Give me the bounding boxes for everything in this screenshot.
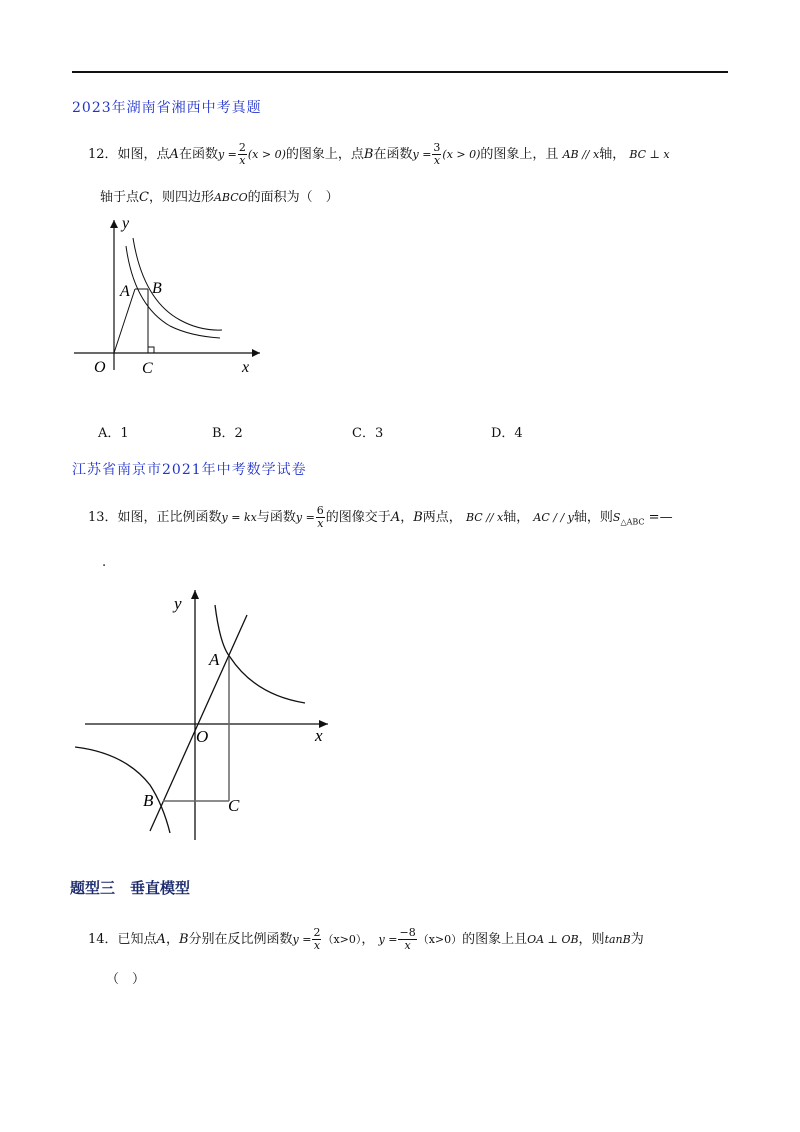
numerator: 3	[433, 141, 441, 154]
quadrilateral-name: ABCO	[213, 191, 248, 204]
q13-text: ，	[400, 510, 414, 525]
q13-number: 13．如图，正比例函数	[88, 510, 222, 525]
q14-text: 分别在反比例函数	[188, 932, 293, 947]
label-C: C	[228, 796, 240, 815]
label-x: x	[315, 726, 323, 745]
hyperbola-third-quadrant	[75, 747, 170, 833]
q12-text: 的图象上，且	[480, 147, 559, 162]
label-C: C	[142, 360, 153, 377]
answer-blank: =—	[644, 510, 673, 525]
label-O: O	[94, 359, 106, 376]
fraction-2-over-x	[312, 927, 321, 952]
question-12-line2	[100, 188, 339, 208]
source-heading-2021: 江苏省南京市2021年中考数学试卷	[72, 462, 307, 478]
question-13-dot: .	[102, 555, 107, 570]
numerator: 2	[238, 141, 246, 154]
q14-text: 为	[630, 932, 644, 947]
domain-condition: （x>0）	[322, 933, 362, 946]
domain-condition: （x>0）	[417, 933, 463, 946]
fraction-neg8-over-x	[398, 927, 416, 952]
denominator: x	[239, 154, 246, 167]
q12-text: 轴，	[599, 147, 626, 162]
func-kx: y = kx	[221, 511, 257, 524]
numerator: 6	[316, 504, 324, 517]
point-B: B	[178, 932, 189, 947]
func-lhs: y =	[295, 511, 315, 524]
q13-text: 与函数	[256, 510, 296, 525]
q14-number: 14．已知点	[88, 932, 157, 947]
question-13-line1	[88, 505, 673, 533]
condition-ab-parallel: AB // x	[562, 148, 600, 161]
point-B: B	[363, 147, 374, 162]
q13-text: 轴，	[503, 510, 530, 525]
q12-text: 的图象上，点	[285, 147, 364, 162]
question-14-answer-paren: （ ）	[106, 972, 146, 987]
q14-text: ，	[361, 932, 375, 947]
q14-text: 的图象上且	[462, 932, 528, 947]
q12-text: 在函数	[373, 147, 413, 162]
y-arrow-icon	[110, 220, 118, 228]
denominator: x	[317, 517, 324, 530]
fraction-2-over-x	[238, 142, 247, 167]
label-O: O	[196, 727, 209, 746]
q14-text: ，	[165, 932, 179, 947]
question-12-line1	[88, 142, 670, 167]
question-14-line1	[88, 927, 644, 952]
label-x: x	[242, 359, 250, 376]
area-symbol: S	[612, 511, 621, 524]
condition-perpendicular: OA ⊥ OB	[527, 933, 579, 946]
option-C[interactable]: C．3	[352, 426, 384, 441]
tan-B: tanB	[604, 933, 631, 946]
y-arrow-icon	[191, 590, 199, 599]
curve-3-over-x	[133, 238, 222, 330]
area-subscript: △ABC	[620, 517, 645, 527]
point-B: B	[413, 510, 423, 525]
numerator: 2	[313, 926, 321, 939]
condition-ac-parallel: AC / / y	[533, 511, 574, 524]
point-A: A	[169, 147, 179, 162]
domain-condition: (x > 0)	[442, 148, 481, 161]
condition-bc-parallel: BC // x	[465, 511, 504, 524]
denominator: x	[433, 154, 441, 167]
figure-12	[60, 210, 280, 385]
q12-text: 轴于点	[100, 190, 140, 205]
point-C: C	[139, 190, 149, 205]
fraction-3-over-x	[432, 142, 441, 167]
curve-2-over-x	[126, 246, 220, 338]
option-B[interactable]: B．2	[212, 426, 243, 441]
label-y: y	[122, 215, 130, 232]
source-heading-2023: 2023年湖南省湘西中考真题	[72, 100, 262, 116]
point-A: A	[390, 510, 401, 525]
func-lhs: y =	[217, 148, 237, 161]
q13-text: 轴，则	[573, 510, 613, 525]
q12-text: 在函数	[178, 147, 218, 162]
q13-text: 两点，	[422, 510, 462, 525]
q12-text: 的面积为（ ）	[247, 190, 339, 205]
q12-text: ，则四边形	[148, 190, 214, 205]
func-lhs: y =	[378, 933, 398, 946]
label-B: B	[152, 280, 162, 297]
label-A: A	[209, 650, 220, 669]
option-D[interactable]: D．4	[491, 426, 523, 441]
section-heading: 题型三 垂直模型	[70, 879, 191, 897]
option-A[interactable]: A．1	[98, 426, 129, 441]
func-lhs: y =	[412, 148, 432, 161]
x-arrow-icon	[252, 349, 260, 357]
q12-number: 12．如图，点	[88, 147, 170, 162]
numerator: −8	[399, 926, 416, 939]
right-angle-mark	[148, 347, 154, 353]
condition-bc-perp: BC ⊥ x	[629, 148, 670, 161]
denominator: x	[313, 939, 321, 952]
label-B: B	[143, 791, 154, 810]
domain-condition: (x > 0)	[247, 148, 286, 161]
denominator: x	[404, 939, 411, 952]
q14-text: ，则	[578, 932, 605, 947]
top-rule	[72, 71, 728, 73]
label-A: A	[120, 283, 130, 300]
figure-13	[75, 585, 345, 845]
fraction-6-over-x	[316, 505, 325, 530]
func-lhs: y =	[292, 933, 312, 946]
point-A: A	[156, 932, 166, 947]
label-y: y	[174, 594, 182, 613]
q13-text: 的图像交于	[325, 510, 391, 525]
